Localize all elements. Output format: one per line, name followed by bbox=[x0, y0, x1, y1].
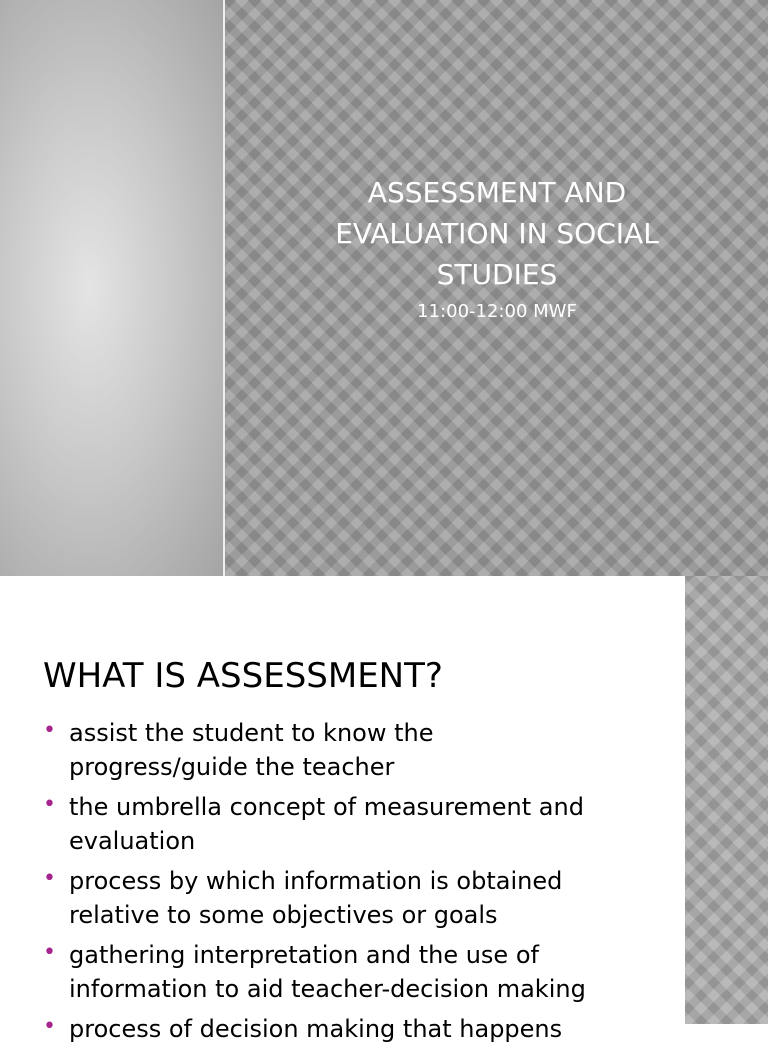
slide-title-line: STUDIES bbox=[436, 258, 558, 291]
slide-title-line: ASSESSMENT AND bbox=[367, 176, 627, 209]
diamond-pattern-strip bbox=[685, 576, 768, 1024]
bullet-text-line: relative to some objectives or goals bbox=[69, 901, 498, 929]
slide-title bbox=[290, 172, 704, 295]
bullet-text-line: assist the student to know the bbox=[69, 719, 434, 747]
list-item bbox=[43, 864, 673, 932]
bullet-text-line: evaluation bbox=[69, 827, 196, 855]
list-item bbox=[43, 716, 673, 784]
bullet-icon: • bbox=[43, 718, 56, 743]
bullet-text-line: the umbrella concept of measurement and bbox=[69, 793, 584, 821]
bullet-list bbox=[43, 716, 673, 1052]
bullet-icon: • bbox=[43, 1014, 56, 1039]
gradient-side-panel bbox=[0, 0, 223, 576]
bullet-text-line: gathering interpretation and the use of bbox=[69, 941, 539, 969]
list-item bbox=[43, 790, 673, 858]
bullet-text-line: information to aid teacher-decision making bbox=[69, 975, 586, 1003]
bullet-text-line: process by which information is obtained bbox=[69, 867, 563, 895]
bullet-icon: • bbox=[43, 866, 56, 891]
slide-title-line: EVALUATION IN SOCIAL bbox=[335, 217, 659, 250]
bullet-text-line: process of decision making that happens bbox=[69, 1015, 563, 1043]
slide-subtitle: 11:00-12:00 MWF bbox=[417, 301, 577, 322]
bullet-text-line: progress/guide the teacher bbox=[69, 753, 395, 781]
list-item bbox=[43, 1012, 673, 1046]
list-item bbox=[43, 938, 673, 1006]
content-slide bbox=[0, 576, 768, 1043]
slide-heading: WHAT IS ASSESSMENT? bbox=[43, 656, 443, 696]
bullet-icon: • bbox=[43, 792, 56, 817]
bullet-icon: • bbox=[43, 940, 56, 965]
